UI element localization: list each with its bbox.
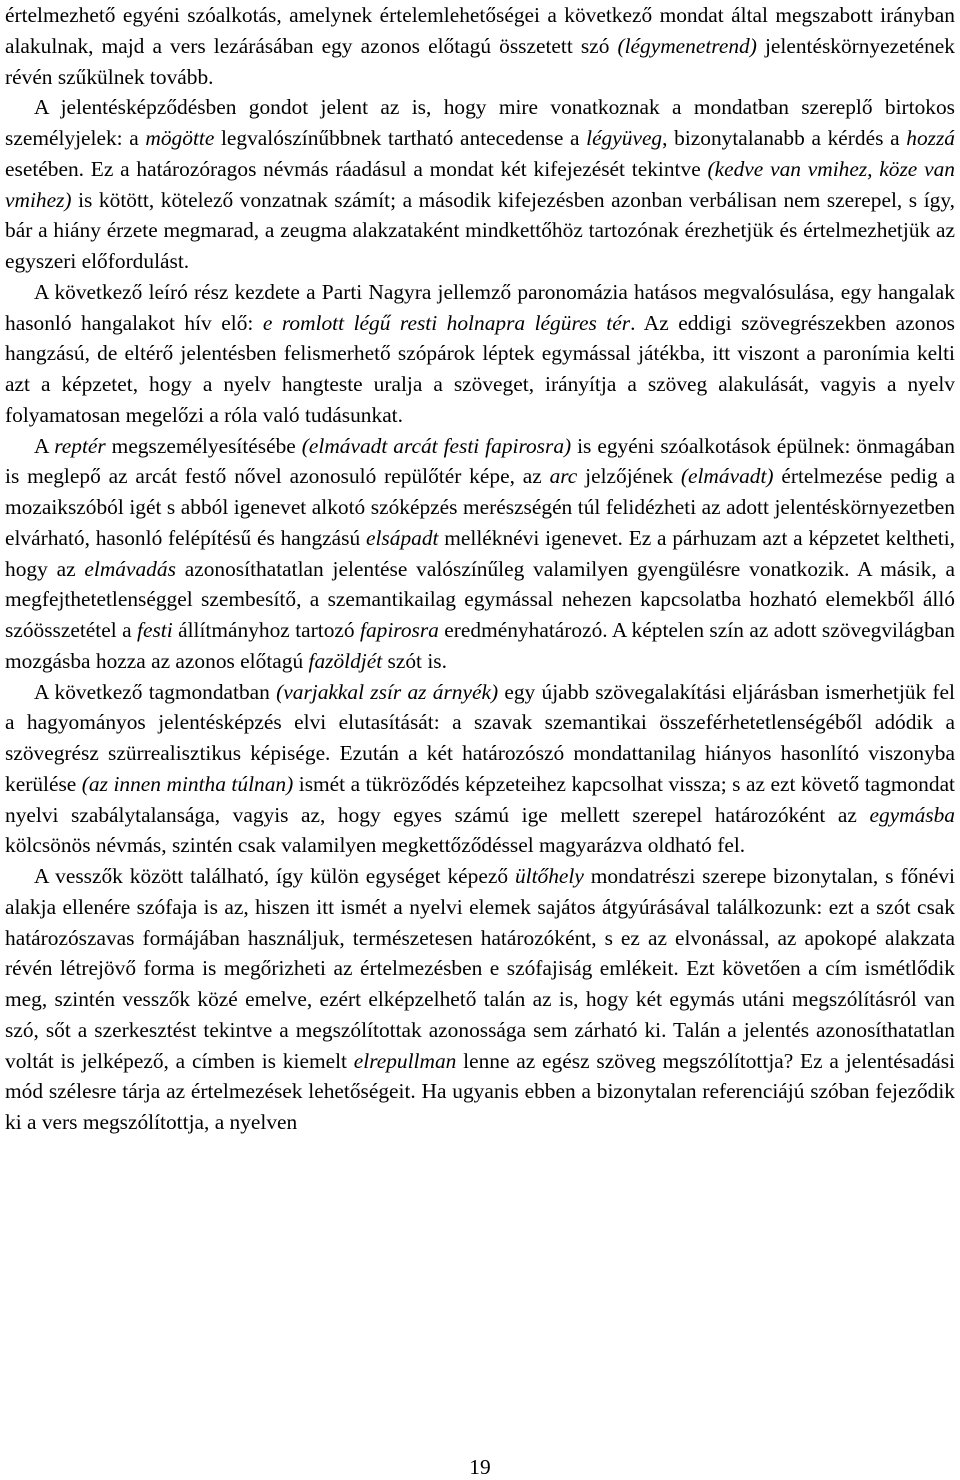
text-run: megszemélyesítésébe: [105, 433, 302, 458]
text-run: esetében. Ez a határozóragos névmás ráadásul a mondat két kifejezését tekintve: [5, 156, 708, 181]
text-run: ismét a tükröződés képzeteihez kapcsolhat vissza; s az ezt követő tagmondat nyelvi szabálytalansága, vagyis az, hogy egyes számú ige mellett szerepel határozóként az: [5, 771, 956, 827]
italic-text: (légymenetrend): [617, 33, 757, 58]
italic-text: festi: [137, 618, 173, 642]
text-run: melléknévi igenevet. Ez a párhuzam azt a képzetet keltheti, hogy az: [5, 525, 956, 581]
text-run: . Az eddigi szövegrészekben azonos hangzású, de eltérő jelentésben felismerhető szópárok léptek egymással játékba, itt viszont a paronímia kelti azt a képzetet, hogy a nyelv hangteste uralja a szöveget, irányítja a szöveg alakulását, vagyis a nyelv folyamatosan megelőzi a róla való tudásunkat.: [5, 310, 955, 427]
paragraph: [5, 431, 955, 677]
paragraph: [5, 677, 955, 862]
italic-text: egymásba: [869, 802, 955, 827]
italic-text: elmávadás: [84, 556, 176, 581]
text-run: A: [34, 433, 55, 458]
text-run: is egyéni szóalkotások épülnek: önmagában is meglepő az arcát festő nővel azonosuló repülőtér képe, az: [5, 433, 955, 489]
text-run: állítmányhoz tartozó: [172, 618, 361, 642]
italic-text: hozzá: [906, 126, 955, 150]
italic-text: (elmávadt arcát festi fapirosra): [301, 433, 572, 458]
italic-text: fazöldjét: [308, 648, 383, 673]
italic-text: ültőhely: [514, 864, 584, 888]
italic-text: (varjakkal zsír az árnyék): [276, 679, 499, 704]
paragraph: [5, 277, 955, 431]
italic-text: elrepullman: [353, 1048, 457, 1073]
text-run: A következő tagmondatban: [34, 679, 277, 704]
text-run: mondatrészi szerepe bizonytalan, s főnévi alakja ellenére szófaja is az, hiszen itt ismét a nyelvi elemek sajátos átgyúrásával találkozunk: ezt a szót csak határozószavas formájában használjuk, természetesen határozóként, s ez az elvonással, az apokopé alakzata révén létrejövő forma is megőrizheti az értelmezésben e szófajiság emlékeit. Ezt követően a cím ismétlődik meg, szintén vesszők közé emelve, ezért elképzelhető talán az is, hogy két egymás utáni megszólításról van szó, sőt a szerkesztést tekintve a megszólítottak azonossága sem zárható ki. Talán a jelentés azonosíthatatlan voltát is jelképező, a címben is kiemelt: [5, 864, 955, 1073]
document-body: [5, 0, 955, 1138]
paragraph: [5, 861, 955, 1138]
text-run: értelmezhető egyéni szóalkotás, amelynek értelemlehetőségei a következő mondat által megszabott irányban alakulnak, majd a vers lezárásában egy azonos előtagú összetett szó: [5, 3, 955, 58]
page-number: 19: [469, 1455, 491, 1479]
italic-text: e romlott légű resti holnapra légüres tér: [262, 310, 631, 335]
italic-text: légyüveg: [586, 126, 663, 150]
italic-text: fapirosra: [360, 618, 439, 642]
italic-text: (kedve van vmihez, köze van vmihez): [5, 156, 955, 212]
italic-text: (elmávadt): [680, 464, 774, 489]
italic-text: reptér: [54, 433, 106, 458]
text-run: A vesszők között található, így külön egységet képező: [34, 864, 515, 888]
text-run: szót is.: [382, 648, 447, 673]
italic-text: mögötte: [145, 126, 215, 150]
text-run: legvalószínűbbnek tartható antecedense a: [214, 126, 587, 150]
text-run: jelentéskörnyezetének révén szűkülnek tovább.: [5, 33, 955, 89]
text-run: eredményhatározó. A képtelen szín az adott szövegvilágban mozgásba hozza az azonos előtagú: [5, 618, 955, 673]
paragraph: [5, 0, 955, 92]
text-run: egy újabb szövegalakítási eljárásban ismerhetjük fel a hagyományos jelentésképzés elvi elutasítását: a szavak szemantikai összeférhetetlenségéből adódik a szövegrész szürrealisztikus képisége. Ezután a két határozószó mondattanilag hiányos hasonlító viszonyba kerülése: [5, 679, 955, 796]
paragraph: [5, 92, 955, 277]
text-run: , bizonytalanabb a kérdés a: [662, 126, 907, 150]
text-run: A jelentésképződésben gondot jelent az is, hogy mire vonatkoznak a mondatban szereplő birtokos személyjelek: a: [5, 95, 955, 150]
text-run: lenne az egész szöveg megszólítottja? Ez a jelentésadási mód szélesre tárja az értelmezések lehetőségeit. Ha ugyanis ebben a bizonytalan referenciájú szóban fejeződik ki a vers megszólítottja, a nyelven: [5, 1048, 955, 1134]
text-run: azonosíthatatlan jelentése valószínűleg valamilyen gyengülésre vonatkozik. A másik, a megfejthetetlenséggel szembesítő, a szemantikailag egymással nehezen kapcsolatba hozható elemekből álló szóösszetétel a: [5, 556, 955, 642]
text-run: jelzőjének: [577, 464, 681, 489]
text-run: értelmezése pedig a mozaikszóból igét s abból igenevet alkotó szóképzés merészségén túl felidézheti az adott jelentéskörnyezetben elvárható, hasonló felépítésű és hangzású: [5, 464, 955, 550]
italic-text: (az innen mintha túlnan): [81, 771, 294, 796]
text-run: is kötött, kötelező vonzatnak számít; a második kifejezésben azonban verbálisan nem szerepel, s így, bár a hiány érzete megmarad, a zeugma alakzataként mindkettőhöz tartozónak érezhetjük és értelmezhetjük az egyszeri előfordulást.: [5, 187, 955, 273]
text-run: kölcsönös névmás, szintén csak valamilyen megkettőződéssel magyarázva oldható fel.: [5, 833, 746, 858]
text-run: A következő leíró rész kezdete a Parti Nagyra jellemző paronomázia hatásos megvalósulása, egy hangalak hasonló hangalakot hív elő:: [5, 279, 955, 335]
italic-text: arc: [549, 464, 578, 489]
italic-text: elsápadt: [365, 525, 439, 550]
